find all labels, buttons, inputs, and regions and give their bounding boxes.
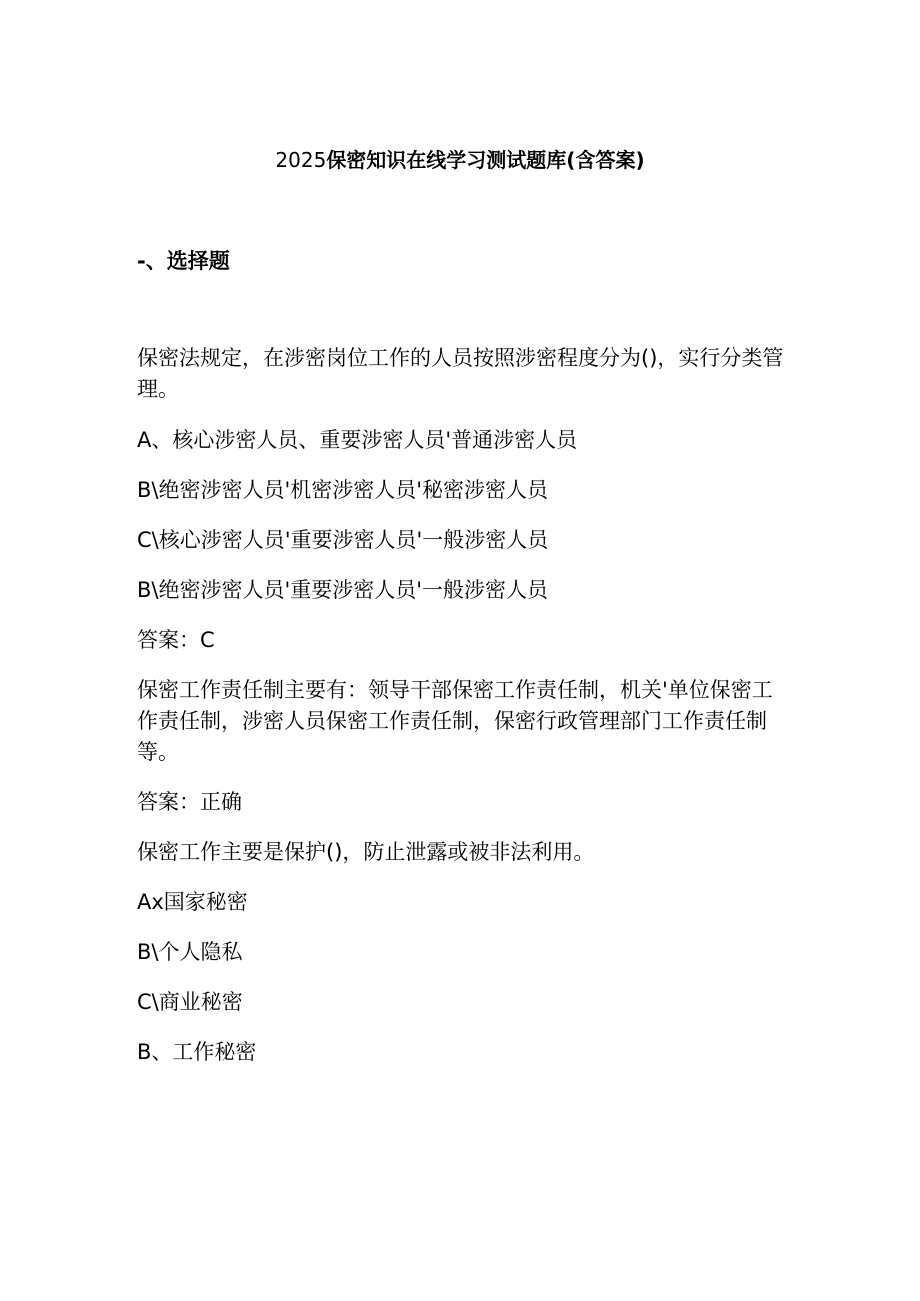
question-3-option-d: B、工作秘密 (137, 1040, 257, 1064)
question-2-text: 保密工作责任制主要有：领导干部保密工作责任制，机关'单位保密工作责任制，涉密人员保密工作责任制，保密行政管理部门工作责任制等。 (137, 678, 773, 764)
question-2-answer: 答案：正确 (137, 790, 242, 814)
question-1-option-b: B\绝密涉密人员'机密涉密人员'秘密涉密人员 (137, 478, 549, 502)
question-1-answer: 答案：C (137, 628, 215, 652)
section-heading: -、选择题 (137, 249, 230, 273)
title-year: 2025 (275, 148, 327, 172)
question-3-text: 保密工作主要是保护()，防止泄露或被非法利用。 (137, 840, 595, 864)
question-1-option-c: C\核心涉密人员'重要涉密人员'一般涉密人员 (137, 528, 549, 552)
question-1-text: 保密法规定，在涉密岗位工作的人员按照涉密程度分为()，实行分类管理。 (137, 346, 784, 401)
title-text: 保密知识在线学习测试题库(含答案) (326, 148, 645, 172)
question-3-option-c: C\商业秘密 (137, 990, 243, 1014)
question-3-option-b: B\个人隐私 (137, 940, 243, 964)
question-1-option-a: A、核心涉密人员、重要涉密人员'普通涉密人员 (137, 428, 578, 452)
document-title (0, 146, 920, 174)
question-list (137, 343, 787, 1087)
question-3-option-a: Ax国家秘密 (137, 890, 248, 914)
question-1-option-d: B\绝密涉密人员'重要涉密人员'一般涉密人员 (137, 578, 549, 602)
